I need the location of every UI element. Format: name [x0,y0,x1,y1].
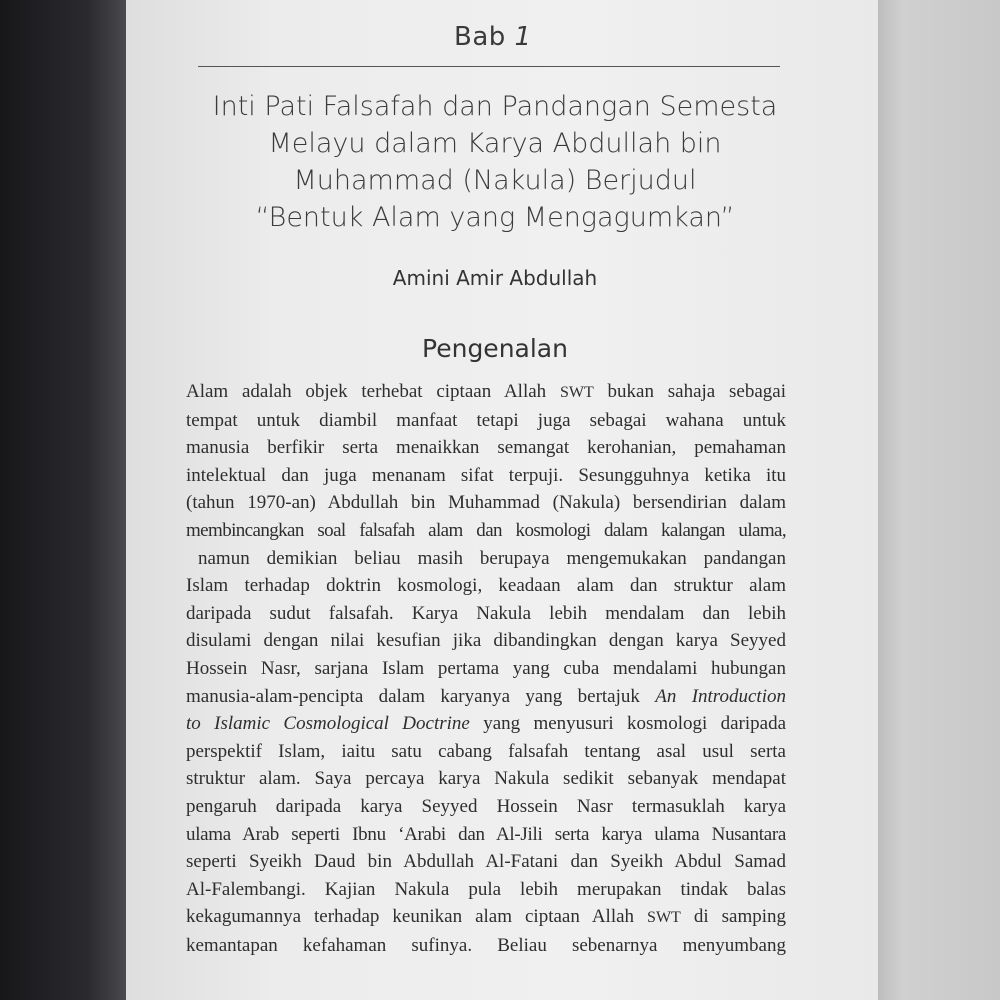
author-name: Amini Amir Abdullah [392,266,598,290]
body-text [186,378,786,959]
text-line: membincangkan soal falsafah alam dan kosmologi dalam kalangan ulama, [186,519,786,541]
book-title-italic: to Islamic Cosmological Doctrine [186,713,470,735]
text-line: disulami dengan nilai kesufian jika dibandingkan dengan karya Seyyed [186,630,786,652]
text-line: tempat untuk diambil manfaat tetapi juga sebagai wahana untuk [186,409,786,431]
text-line: Islam terhadap doktrin kosmologi, keadaan alam dan struktur alam [186,575,786,597]
text-line [186,378,786,407]
section-heading: Pengenalan [422,334,568,363]
text-line: namun demikian beliau masih berupaya mengemukakan pandangan [198,547,786,569]
abbrev-swt: SWT [647,909,681,927]
book-binding-shadow [0,0,126,1000]
abbrev-swt: SWT [559,384,594,401]
text-span: yang menyusuri kosmologi daripada [483,713,786,735]
text-line: struktur alam. Saya percaya karya Nakula sedikit sebanyak mendapat [186,768,786,790]
text-line: manusia berfikir serta menaikkan semangat kerohanian, pemahaman [186,437,786,459]
text-span: bukan sahaja sebagai [607,381,786,402]
text-line: daripada sudut falsafah. Karya Nakula lebih mendalam dan lebih [186,602,786,624]
text-line: (tahun 1970-an) Abdullah bin Muhammad (Nakula) bersendirian dalam [186,492,786,514]
text-line: kemantapan kefahaman sufinya. Beliau sebenarnya menyumbang [186,934,786,956]
text-line: Al-Falembangi. Kajian Nakula pula lebih merupakan tindak balas [186,878,786,900]
next-page-edge [878,0,1000,1000]
text-line [186,683,786,711]
text-line: ulama Arab seperti Ibnu ‘Arabi dan Al-Jili serta karya ulama Nusantara [186,823,786,845]
text-line: seperti Syeikh Daud bin Abdullah Al-Fatani dan Syeikh Abdul Samad [186,851,786,873]
text-span: kekagumannya terhadap keunikan alam ciptaan Allah [186,906,635,928]
chapter-word: Bab [454,22,506,52]
title-line: “Bentuk Alam yang Mengagumkan” [255,202,735,233]
chapter-label [454,22,532,52]
title-line: Muhammad (Nakula) Berjudul [293,165,697,196]
chapter-title [150,88,840,236]
text-line: intelektual dan juga menanam sifat terpuji. Sesungguhnya ketika itu [186,464,786,486]
text-span: manusia-alam-pencipta dalam karyanya yang bertajuk [186,685,640,707]
text-line: pengaruh daripada karya Seyyed Hossein Nasr termasuklah karya [186,795,786,817]
text-line [186,710,786,738]
text-line [186,903,786,932]
chapter-number: 1 [514,22,532,52]
book-title-italic: An Introduction [655,685,786,707]
header-rule [198,66,780,67]
text-span: di samping [693,906,786,928]
text-line: perspektif Islam, iaitu satu cabang falsafah tentang asal usul serta [186,740,786,762]
text-line: Hossein Nasr, sarjana Islam pertama yang cuba mendalami hubungan [186,657,786,679]
title-line: Melayu dalam Karya Abdullah bin [268,128,722,159]
text-span: Alam adalah objek terhebat ciptaan Allah [186,381,547,402]
title-line: Inti Pati Falsafah dan Pandangan Semesta [212,91,778,122]
